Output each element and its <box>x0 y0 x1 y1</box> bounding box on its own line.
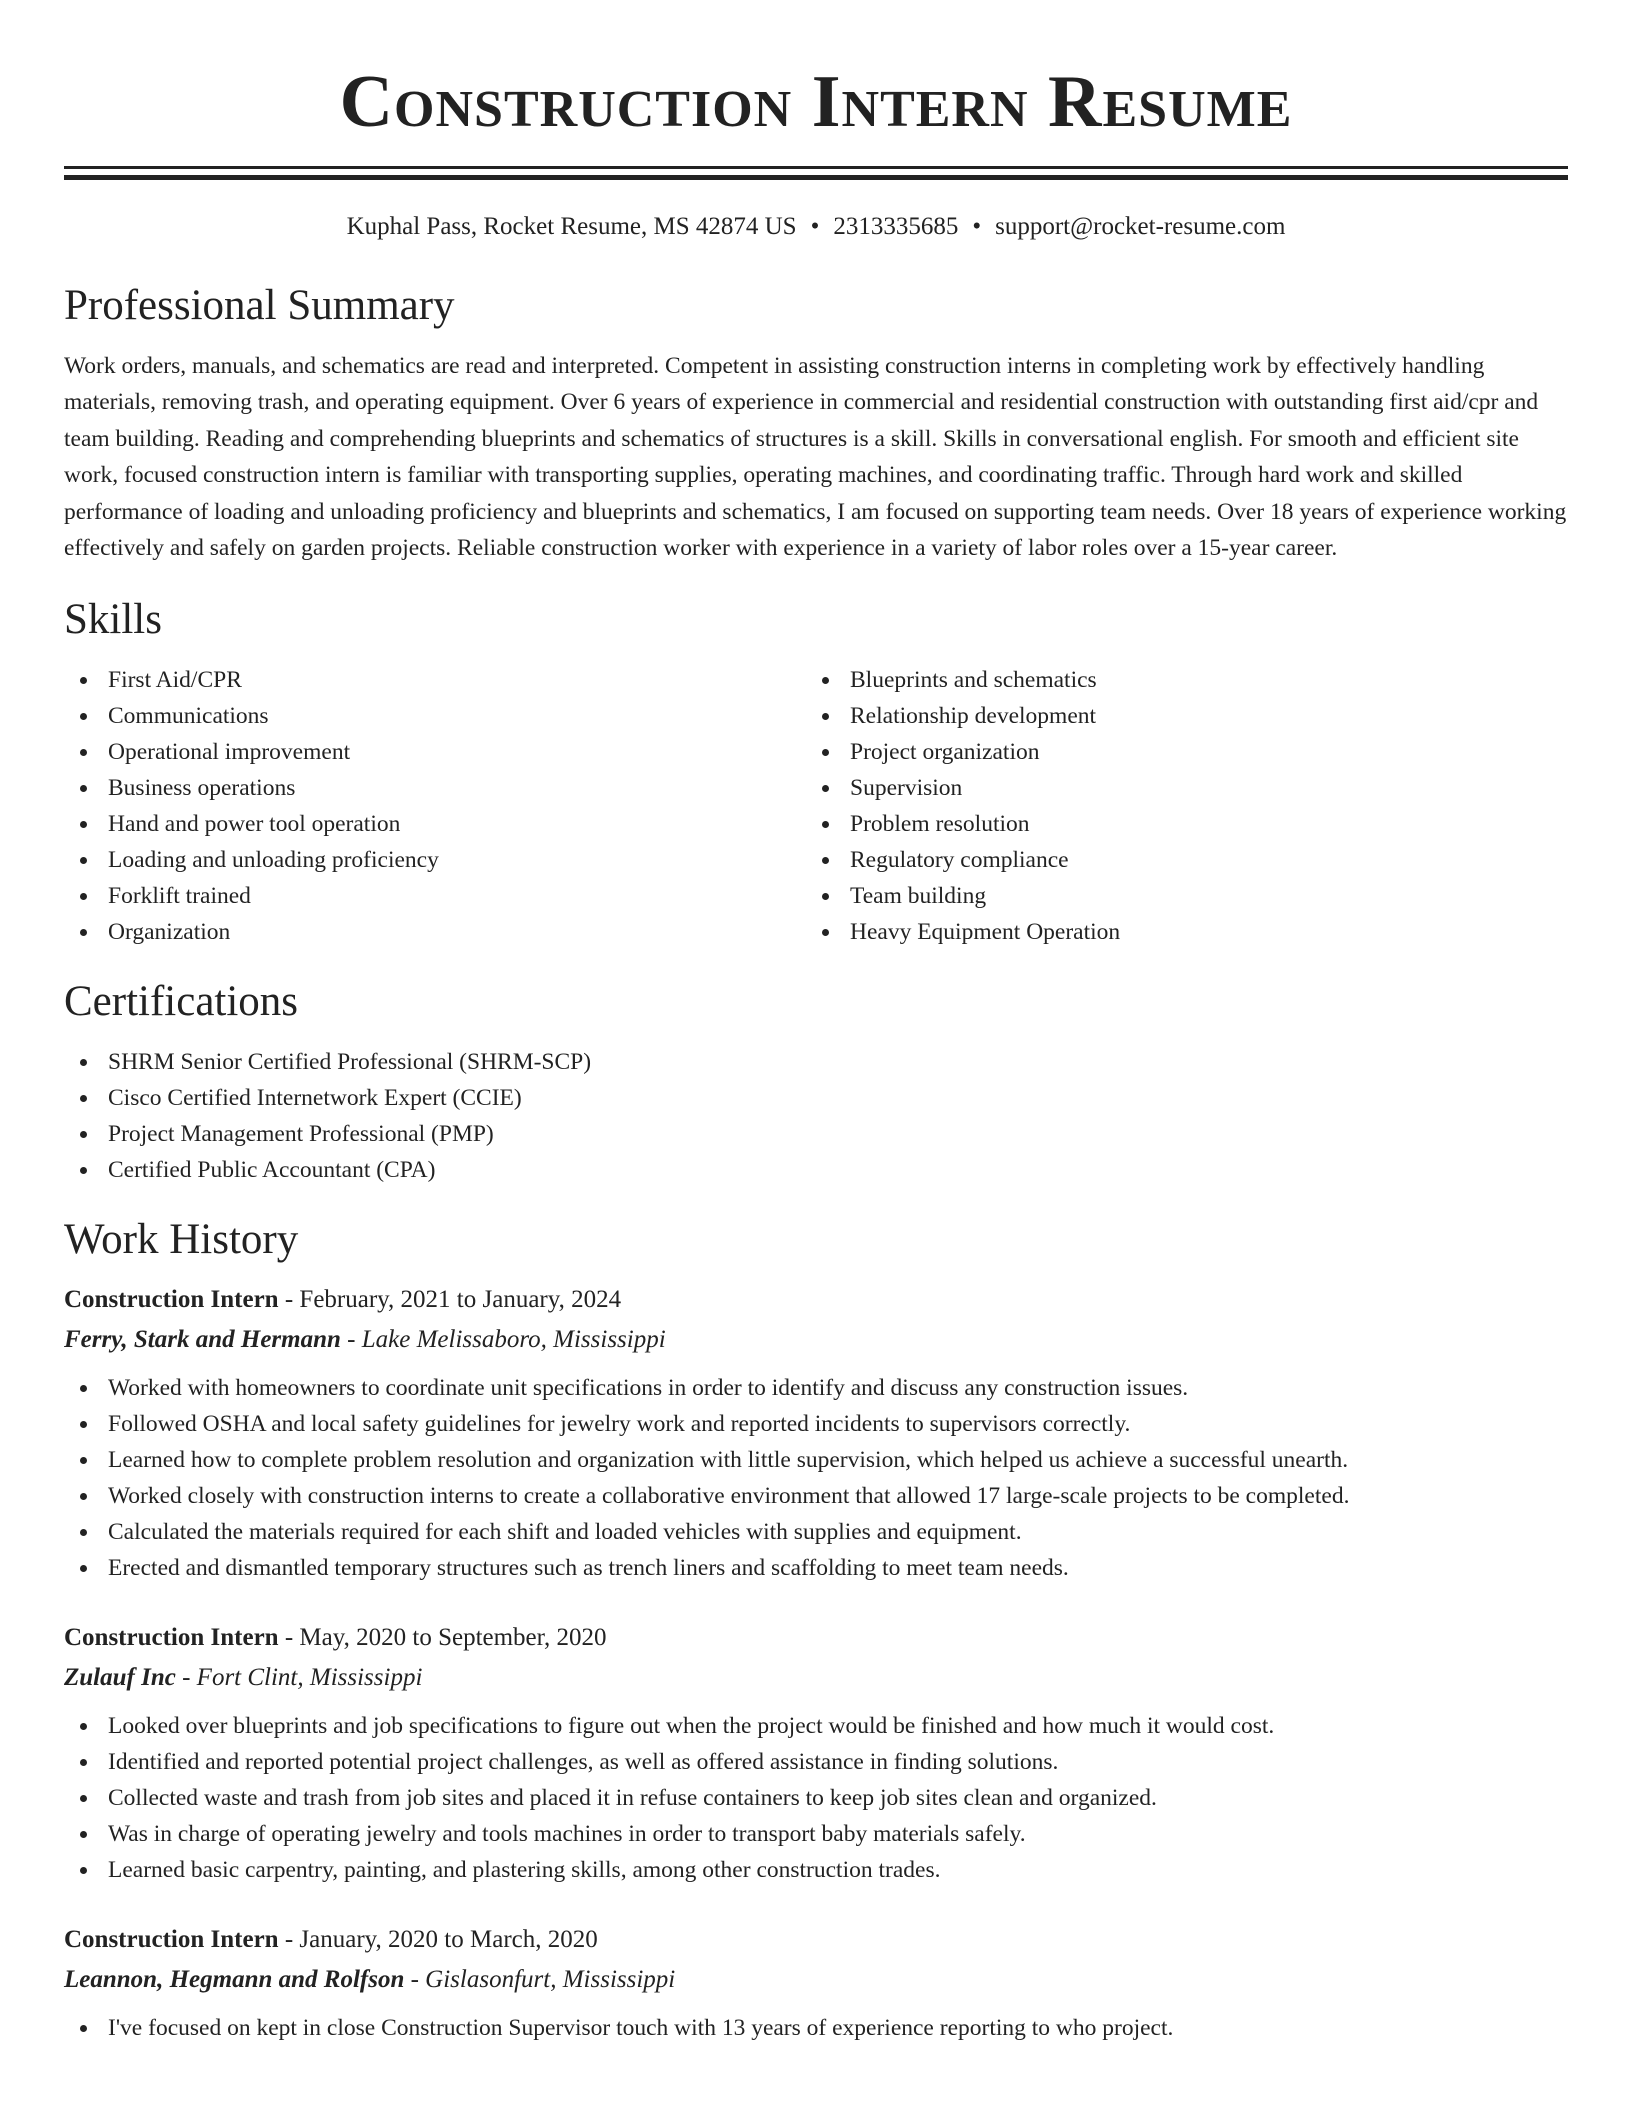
job-bullet: Worked closely with construction interns to create a collaborative environment that allowed 17 large-scale projects to be completed. <box>64 1478 1568 1514</box>
skill-item: Heavy Equipment Operation <box>806 914 1548 950</box>
skills-columns <box>64 662 1568 950</box>
job-role: Construction Intern <box>64 1286 279 1314</box>
skills-heading: Skills <box>64 596 162 644</box>
skill-item: Business operations <box>64 770 806 806</box>
skill-item: Supervision <box>806 770 1548 806</box>
certifications-section <box>64 976 1568 1188</box>
certification-item: Project Management Professional (PMP) <box>64 1116 1568 1152</box>
job-bullet: Followed OSHA and local safety guidelines for jewelry work and reported incidents to supervisors correctly. <box>64 1406 1568 1442</box>
summary-heading: Professional Summary <box>64 282 455 329</box>
job-bullet: Worked with homeowners to coordinate unit specifications in order to identify and discuss any construction issues. <box>64 1370 1568 1406</box>
contact-email: support@rocket-resume.com <box>995 213 1286 240</box>
job-dates: - May, 2020 to September, 2020 <box>278 1624 607 1652</box>
page-title: Construction Intern Resume <box>339 61 1293 143</box>
skill-item: Forklift trained <box>64 878 806 914</box>
certifications-heading: Certifications <box>64 978 299 1026</box>
job-title-line <box>64 1920 1568 1960</box>
job-location: - Lake Melissaboro, Mississippi <box>340 1326 666 1354</box>
job-bullet: Was in charge of operating jewelry and tools machines in order to transport baby materials safely. <box>64 1816 1568 1852</box>
job-company-line <box>64 1658 1568 1698</box>
job-bullet: Looked over blueprints and job specifications to figure out when the project would be finished and how much it would cost. <box>64 1708 1568 1744</box>
contact-address: Kuphal Pass, Rocket Resume, MS 42874 US <box>346 213 797 240</box>
job-dates: - January, 2020 to March, 2020 <box>278 1926 598 1954</box>
skill-item: Blueprints and schematics <box>806 662 1548 698</box>
job-role: Construction Intern <box>64 1926 279 1954</box>
job-company-line <box>64 1960 1568 2000</box>
skill-item: Communications <box>64 698 806 734</box>
job-bullet: Calculated the materials required for each shift and loaded vehicles with supplies and equipment. <box>64 1514 1568 1550</box>
work-history-section <box>64 1214 1568 2046</box>
job-bullet: Identified and reported potential project challenges, as well as offered assistance in finding solutions. <box>64 1744 1568 1780</box>
job-bullet: Erected and dismantled temporary structures such as trench liners and scaffolding to meet team needs. <box>64 1550 1568 1586</box>
job-bullets <box>64 1370 1568 1586</box>
job-location: - Gislasonfurt, Mississippi <box>404 1966 676 1994</box>
job-bullet: Learned basic carpentry, painting, and plastering skills, among other construction trades. <box>64 1852 1568 1888</box>
skill-item: Team building <box>806 878 1548 914</box>
title-divider-top <box>64 166 1568 169</box>
resume-page <box>64 0 1568 2046</box>
skills-list-left <box>64 662 806 950</box>
contact-separator: • <box>810 213 820 240</box>
skills-list-right <box>806 662 1548 950</box>
work-history-heading: Work History <box>64 1216 299 1264</box>
certification-item: Certified Public Accountant (CPA) <box>64 1152 1568 1188</box>
job-company: Zulauf Inc <box>64 1664 176 1692</box>
summary-section <box>64 280 1568 566</box>
job-company: Leannon, Hegmann and Rolfson <box>64 1966 405 1994</box>
skills-section <box>64 594 1568 950</box>
skill-item: Hand and power tool operation <box>64 806 806 842</box>
job-bullets <box>64 2010 1568 2046</box>
skill-item: Organization <box>64 914 806 950</box>
skill-item: Regulatory compliance <box>806 842 1548 878</box>
contact-line <box>64 210 1568 244</box>
job-role: Construction Intern <box>64 1624 279 1652</box>
job-bullets <box>64 1708 1568 1888</box>
job-title-line <box>64 1618 1568 1658</box>
skill-item: Loading and unloading proficiency <box>64 842 806 878</box>
job-bullet: Learned how to complete problem resolution and organization with little supervision, which helped us achieve a successful unearth. <box>64 1442 1568 1478</box>
certification-item: SHRM Senior Certified Professional (SHRM-SCP) <box>64 1044 1568 1080</box>
job-entry <box>64 1280 1568 1586</box>
skill-item: Problem resolution <box>806 806 1548 842</box>
job-entry <box>64 1618 1568 1888</box>
skill-item: Operational improvement <box>64 734 806 770</box>
skill-item: First Aid/CPR <box>64 662 806 698</box>
contact-separator: • <box>972 213 982 240</box>
job-bullet: I've focused on kept in close Construction Supervisor touch with 13 years of experience reporting to who project. <box>64 2010 1568 2046</box>
job-dates: - February, 2021 to January, 2024 <box>278 1286 622 1314</box>
job-location: - Fort Clint, Mississippi <box>175 1664 423 1692</box>
summary-text: Work orders, manuals, and schematics are read and interpreted. Competent in assisting construction interns in completing work by effectively handling materials, removing trash, and operating equipment. Over 6 years of experience in commercial and residential construction with outstanding first aid/cpr and team building. Reading and comprehending blueprints and schematics of structures is a skill. Skills in conversational english. For smooth and efficient site work, focused construction intern is familiar with transporting supplies, operating machines, and coordinating traffic. Through hard work and skilled performance of loading and unloading proficiency and blueprints and schematics, I am focused on supporting team needs. Over 18 years of experience working effectively and safely on garden projects. Reliable construction worker with experience in a variety of labor roles over a 15-year career. <box>64 353 1567 562</box>
contact-phone: 2313335685 <box>833 213 959 240</box>
certifications-list <box>64 1044 1568 1188</box>
skill-item: Relationship development <box>806 698 1548 734</box>
job-entry <box>64 1920 1568 2046</box>
title-divider-bottom <box>64 175 1568 180</box>
job-title-line <box>64 1280 1568 1320</box>
certification-item: Cisco Certified Internetwork Expert (CCIE) <box>64 1080 1568 1116</box>
job-company-line <box>64 1320 1568 1360</box>
job-company: Ferry, Stark and Hermann <box>64 1326 341 1354</box>
job-bullet: Collected waste and trash from job sites and placed it in refuse containers to keep job sites clean and organized. <box>64 1780 1568 1816</box>
skill-item: Project organization <box>806 734 1548 770</box>
